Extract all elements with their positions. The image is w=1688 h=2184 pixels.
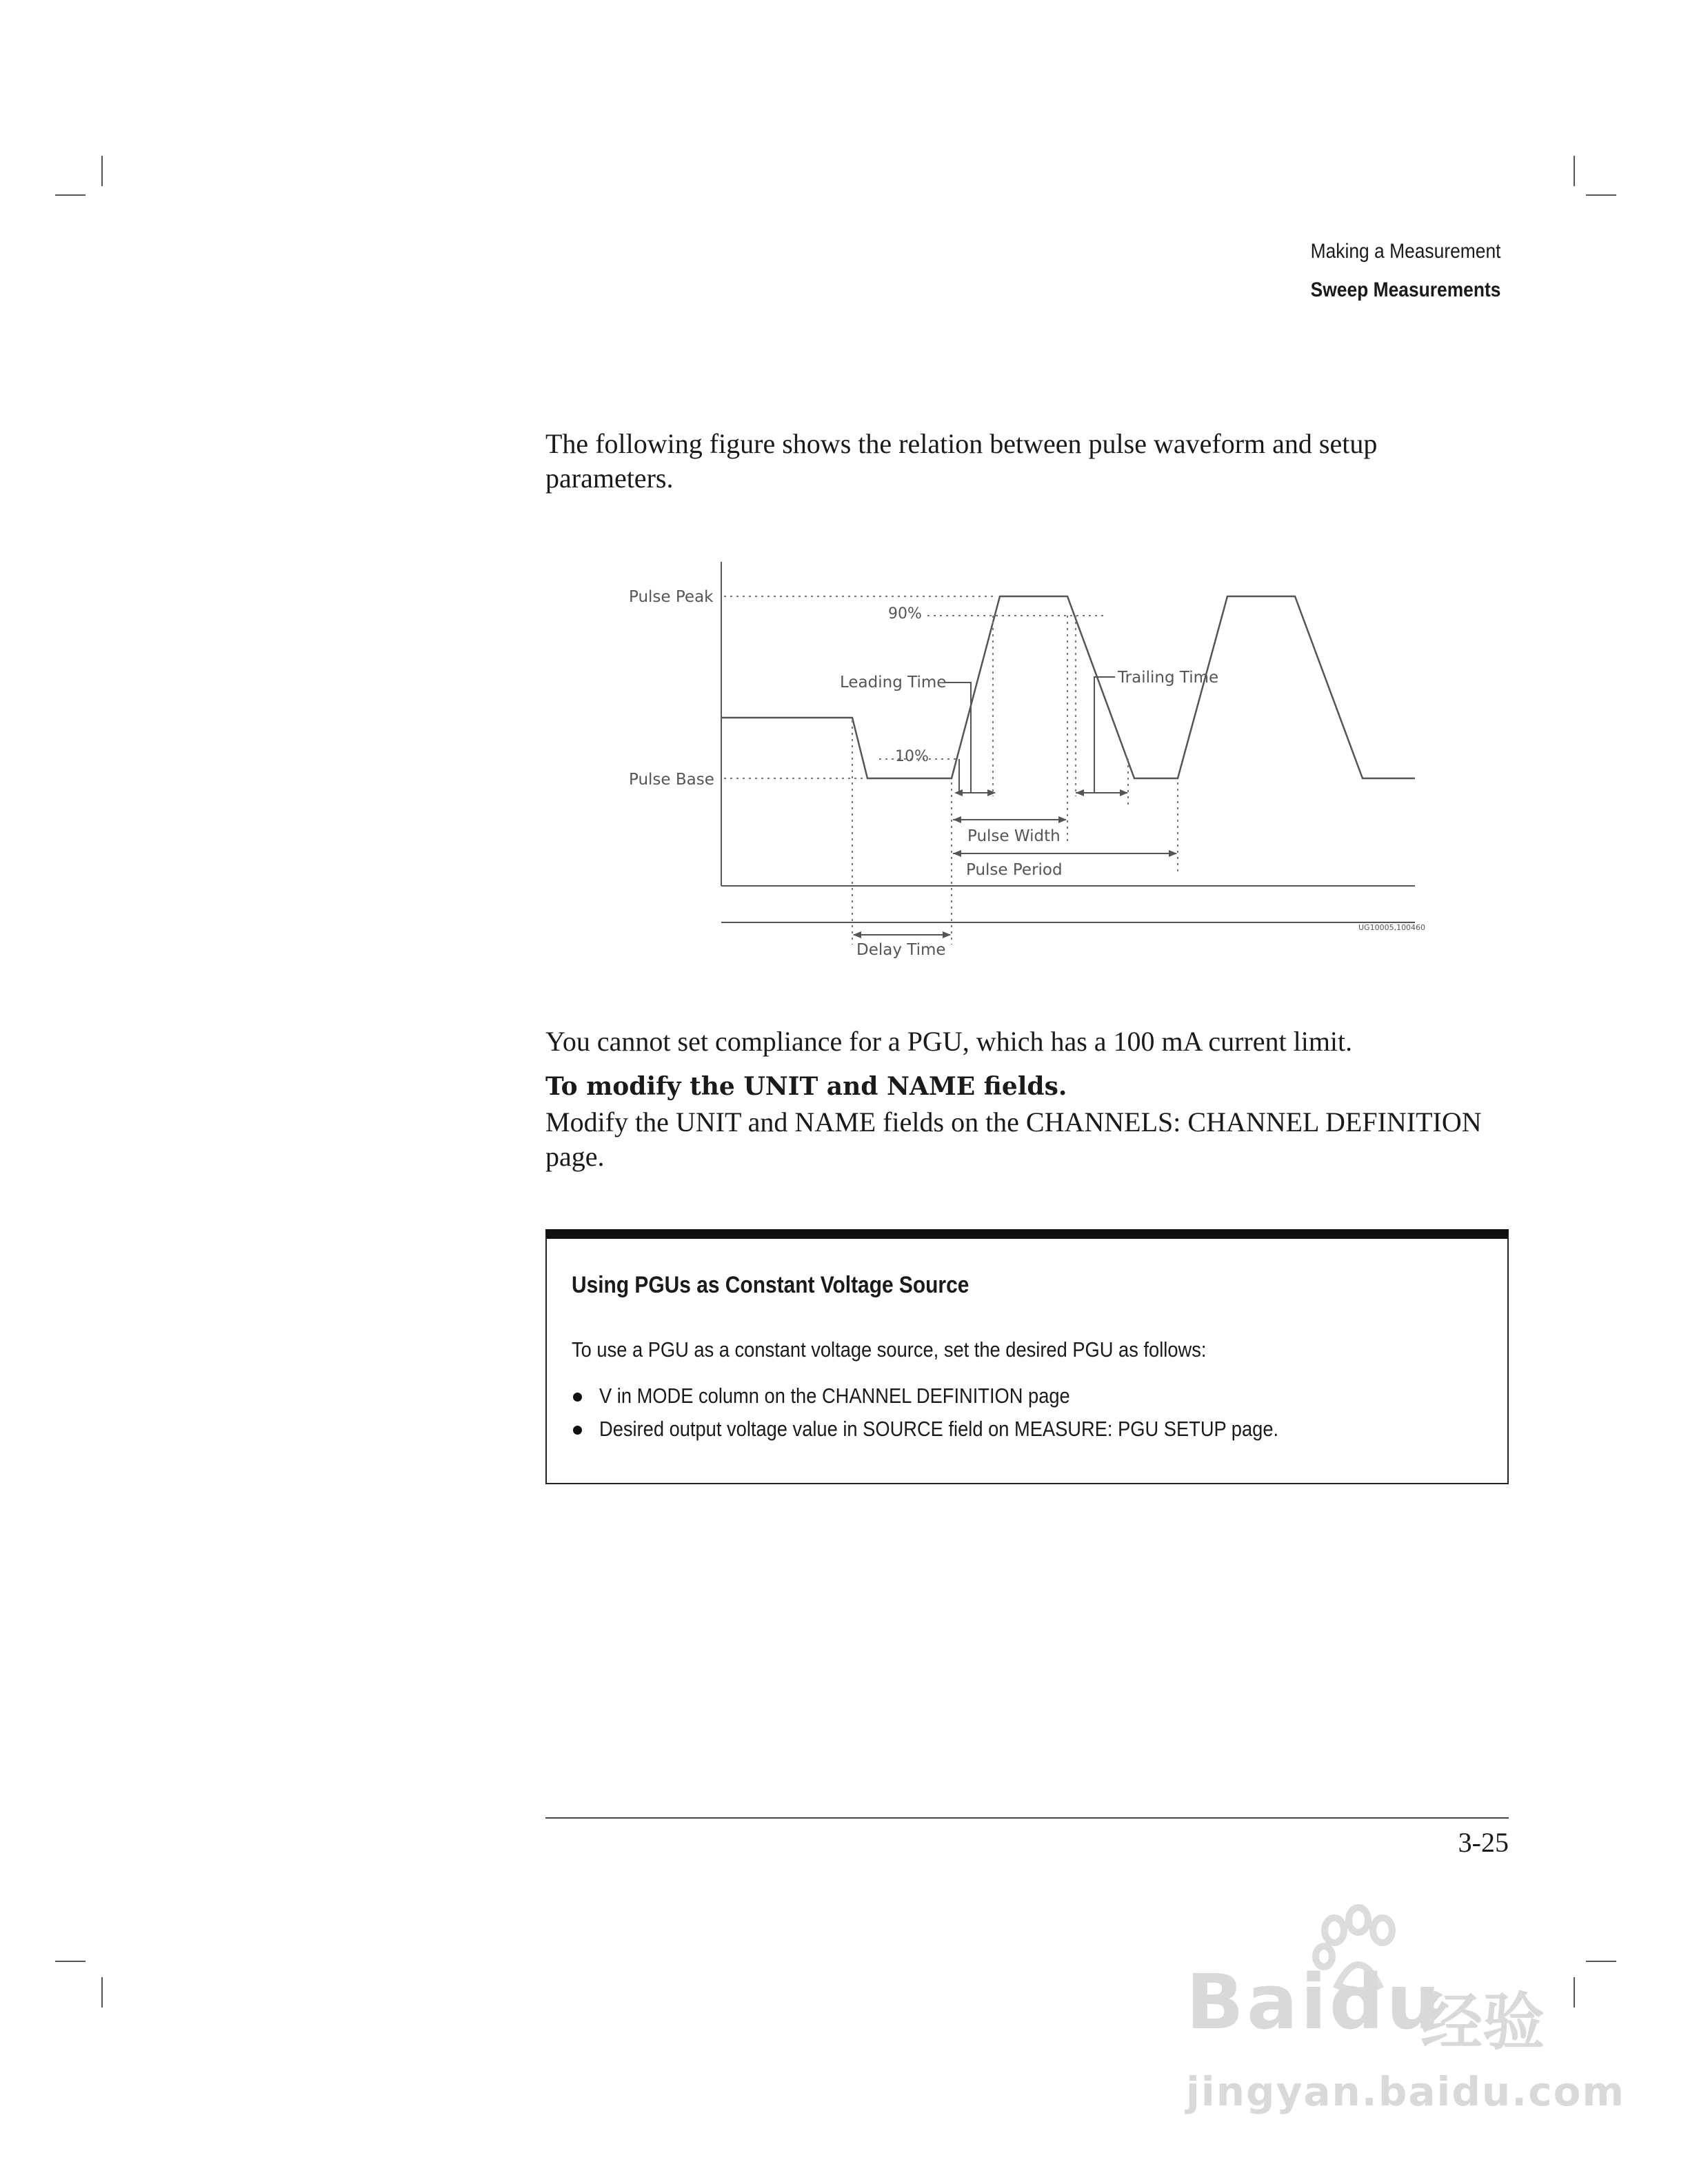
label-leading-time: Leading Time	[840, 674, 947, 691]
arrowhead	[953, 850, 961, 857]
trailing-time-pointer	[1094, 677, 1115, 793]
crop-mark-top-right-h	[1586, 194, 1616, 196]
crop-mark-bottom-left-v	[101, 1977, 103, 2008]
compliance-paragraph: You cannot set compliance for a PGU, which has a 100 mA current limit.	[545, 1026, 1353, 1057]
label-pulse-width: Pulse Width	[967, 827, 1061, 845]
modify-heading: To modify the UNIT and NAME fields.	[545, 1072, 1067, 1101]
label-pulse-period: Pulse Period	[966, 861, 1063, 879]
arrowhead	[1169, 850, 1177, 857]
watermark-brand-cn: 经验	[1420, 1986, 1545, 2059]
baidu-watermark	[1172, 1903, 1625, 2165]
watermark-url: jingyan.baidu.com	[1186, 2068, 1625, 2115]
modify-paragraph: Modify the UNIT and NAME fields on the CHANNELS: CHANNEL DEFINITION page.	[545, 1106, 1482, 1172]
note-bullet-2: Desired output voltage value in SOURCE field on MEASURE: PGU SETUP page.	[599, 1417, 1279, 1441]
note-intro: To use a PGU as a constant voltage source, set the desired PGU as follows:	[572, 1337, 1207, 1362]
page-number: 3-25	[1458, 1827, 1509, 1858]
arrowhead	[953, 816, 961, 823]
arrowhead	[1120, 789, 1128, 796]
arrowhead	[943, 931, 951, 938]
watermark-brand: Baidu	[1186, 1958, 1443, 2046]
crop-mark-bottom-left-h	[55, 1961, 86, 1962]
note-title: Using PGUs as Constant Voltage Source	[572, 1272, 969, 1298]
arrowhead	[1076, 789, 1084, 796]
note-box	[545, 1229, 1509, 1484]
label-pulse-base: Pulse Base	[629, 771, 714, 789]
arrowhead	[853, 931, 861, 938]
footer-rule	[545, 1817, 1509, 1819]
pulse-waveform-figure	[607, 552, 1434, 972]
bullet-dot	[573, 1393, 582, 1402]
crop-mark-top-left-v	[101, 156, 103, 186]
intro-paragraph: The following figure shows the relation between pulse waveform and setup parameters.	[545, 428, 1378, 494]
label-90-percent: 90%	[888, 605, 922, 623]
header-section: Making a Measurement	[1310, 240, 1500, 263]
bullet-dot	[573, 1426, 582, 1435]
label-pulse-peak: Pulse Peak	[629, 588, 714, 606]
note-bullet-1: V in MODE column on the CHANNEL DEFINITION page	[599, 1384, 1070, 1408]
crop-mark-top-right-v	[1574, 156, 1575, 186]
label-trailing-time: Trailing Time	[1118, 669, 1219, 687]
label-10-percent: 10%	[895, 748, 929, 765]
running-header	[1018, 240, 1500, 309]
crop-mark-top-left-h	[55, 194, 86, 196]
header-subsection: Sweep Measurements	[1310, 279, 1500, 301]
crop-mark-bottom-right-h	[1586, 1961, 1616, 1962]
label-delay-time: Delay Time	[856, 941, 946, 959]
arrowhead	[987, 789, 996, 796]
leading-time-pointer	[945, 682, 971, 793]
figure-code: UG10005,100460	[1358, 923, 1426, 932]
arrowhead	[1058, 816, 1067, 823]
